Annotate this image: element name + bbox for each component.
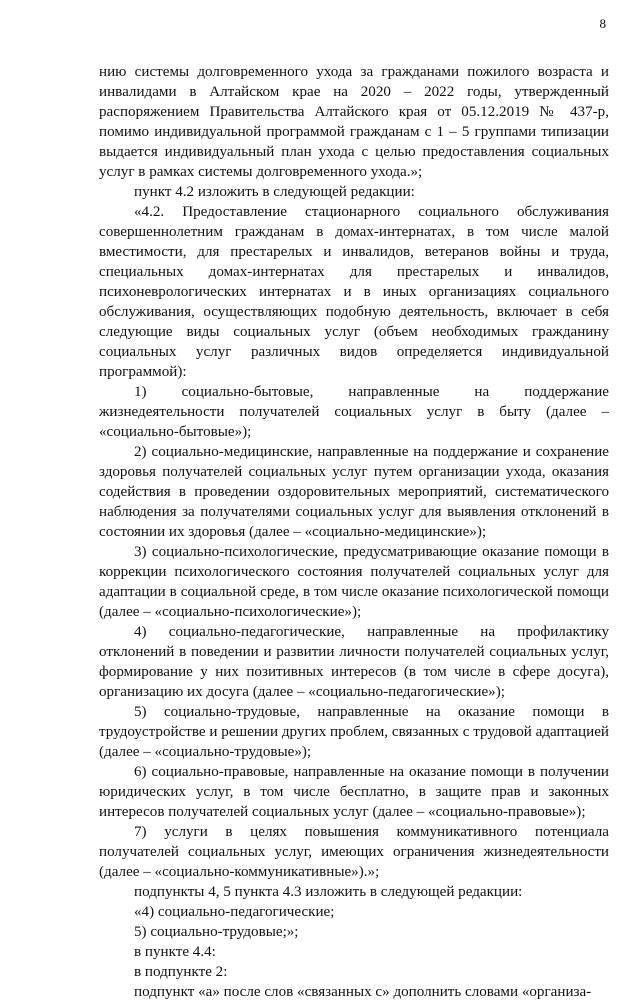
document-body — [99, 62, 609, 1002]
paragraph: «4.2. Предоставление стационарного социального обслуживания совершеннолетним гражданам в домах-интернатах, в том числе малой вместимости, для престарелых и инвалидов, ветеранов войны и труда, специальных домах-интернатах для престарелых и инвалидов, психоневрологических интернатах и в иных организациях социального обслуживания, осуществляющих подобную деятельность, включает в себя следующие виды социальных услуг (объем необходимых гражданину социальных услуг различных видов определяется индивидуальной программой): — [99, 204, 609, 380]
paragraph: 4) социально-педагогические, направленные на профилактику отклонений в поведении и развитии личности получателей социальных услуг, формирование у них позитивных интересов (в том числе в сфере досуга), организацию их досуга (далее – «социально-педагогические»); — [99, 624, 609, 700]
paragraph: 5) социально-трудовые, направленные на оказание помощи в трудоустройстве и решении других проблем, связанных с трудовой адаптацией (далее – «социально-трудовые»); — [99, 704, 609, 760]
paragraph: в пункте 4.4: — [134, 944, 216, 960]
paragraph: подпункт «а» после слов «связанных с» дополнить словами «организа- — [134, 984, 592, 1000]
paragraph: 5) социально-трудовые;»; — [134, 924, 299, 940]
paragraph: 7) услуги в целях повышения коммуникативного потенциала получателей социальных услуг, имеющих ограничения жизнедеятельности (далее – «социально-коммуникативные»).»; — [99, 824, 609, 880]
paragraph: 1) социально-бытовые, направленные на поддержание жизнедеятельности получателей социальных услуг в быту (далее – «социально-бытовые»); — [99, 384, 609, 440]
paragraph: пункт 4.2 изложить в следующей редакции: — [134, 184, 415, 200]
page-number: 8 — [599, 16, 606, 31]
paragraph: 6) социально-правовые, направленные на оказание помощи в получении юридических услуг, в том числе бесплатно, в защите прав и законных интересов получателей социальных услуг (далее – «социально-правовые»); — [99, 764, 609, 820]
paragraph: 3) социально-психологические, предусматривающие оказание помощи в коррекции психологического состояния получателей социальных услуг для адаптации в социальной среде, в том числе оказание психологической помощи (далее – «социально-психологические»); — [99, 544, 609, 620]
paragraph: 2) социально-медицинские, направленные на поддержание и сохранение здоровья получателей социальных услуг путем организации ухода, оказания содействия в проведении оздоровительных мероприятий, систематического наблюдения за получателями социальных услуг для выявления отклонений в состоянии их здоровья (далее – «социально-медицинские»); — [99, 444, 609, 540]
paragraph: подпункты 4, 5 пункта 4.3 изложить в следующей редакции: — [134, 884, 523, 900]
paragraph: нию системы долговременного ухода за гражданами пожилого возраста и инвалидами в Алтайском крае на 2020 – 2022 годы, утвержденный распоряжением Правительства Алтайского края от 05.12.2019 № 437-р, помимо индивидуальной программой гражданам с 1 – 5 группами типизации выдается индивидуальный план ухода с целью предоставления социальных услуг в рамках системы долговременного ухода.»; — [99, 64, 609, 180]
paragraph: в подпункте 2: — [134, 964, 228, 980]
paragraph: «4) социально-педагогические; — [134, 904, 335, 920]
